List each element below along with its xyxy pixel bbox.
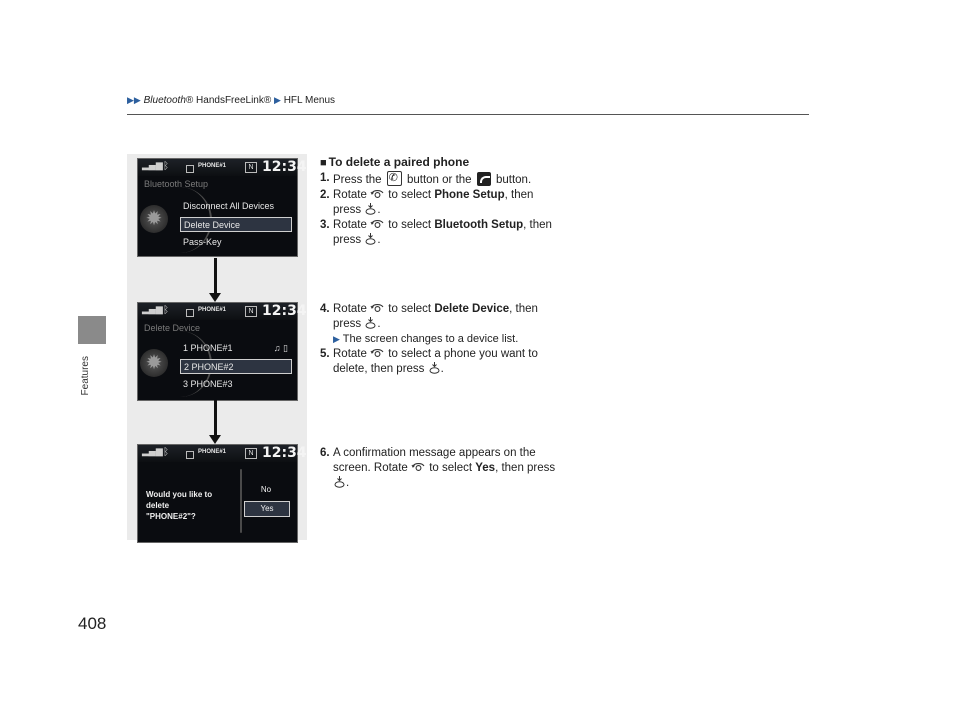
instructions-block-2 <box>320 302 538 377</box>
option-yes[interactable]: Yes <box>244 501 290 517</box>
rotate-dial-icon <box>411 461 426 473</box>
clock: 12:34 <box>262 303 307 319</box>
phone-label: PHONE#1 <box>198 449 227 455</box>
instructions-block-3 <box>320 446 555 491</box>
music-phone-icon: ♫ ▯ <box>273 343 288 353</box>
screen-delete-device <box>137 302 307 401</box>
breadcrumb-part-2: HFL Menus <box>283 95 336 106</box>
step-3: 3. Rotate to select Bluetooth Setup, then press . <box>320 219 552 246</box>
press-dial-icon <box>364 317 377 329</box>
press-dial-icon <box>333 476 346 488</box>
option-no[interactable]: No <box>260 485 272 494</box>
n-indicator: N <box>245 162 257 173</box>
signal-icon: ▂▄▆ <box>142 447 163 457</box>
device-list-item[interactable] <box>180 341 292 356</box>
step-5: 5. Rotate to select a phone you want to delete, then press . <box>320 348 538 375</box>
side-tab-label: Features <box>80 356 91 396</box>
phone-icon <box>186 451 194 459</box>
message-line: delete <box>146 501 170 510</box>
press-dial-icon <box>428 362 441 374</box>
bluetooth-icon: ᛒ <box>163 161 169 172</box>
page-number: 408 <box>78 614 107 633</box>
breadcrumb <box>127 95 335 106</box>
step-6: 6. A confirmation message appears on the screen. Rotate to select Yes, then press . <box>320 447 556 489</box>
bluetooth-icon: ᛒ <box>163 305 169 316</box>
rotate-dial-icon <box>370 347 385 359</box>
steering-talk-button-icon <box>477 172 491 186</box>
gear-icon: ✹ <box>140 205 168 233</box>
down-arrow-icon <box>214 258 217 296</box>
n-indicator: N <box>245 448 257 459</box>
breadcrumb-arrow-icon: ▶▶ <box>127 95 141 105</box>
menu-item-pass-key[interactable]: Pass-Key <box>183 237 222 247</box>
side-tab-marker <box>78 316 106 344</box>
rotate-dial-icon <box>370 218 385 230</box>
gear-icon: ✹ <box>140 349 168 377</box>
breadcrumb-part-1: Bluetooth <box>143 95 186 106</box>
screen-title: Bluetooth Setup <box>144 179 209 189</box>
header-rule <box>127 114 809 115</box>
step-4: 4. Rotate to select Delete Device, then press . <box>320 303 538 330</box>
phone-button-icon <box>387 171 402 186</box>
confirmation-message <box>146 489 212 522</box>
menu-item-disconnect-all[interactable]: Disconnect All Devices <box>183 201 275 211</box>
step-1: 1. Press the ✆ button or the button. <box>320 171 552 188</box>
section-heading: ■ To delete a paired phone <box>320 155 470 169</box>
n-indicator: N <box>245 306 257 317</box>
press-dial-icon <box>364 203 377 215</box>
clock: 12:34 <box>262 445 307 461</box>
screen-confirmation <box>137 444 307 543</box>
square-bullet-icon: ■ <box>320 157 327 169</box>
down-arrow-icon <box>214 400 217 438</box>
bluetooth-icon: ᛒ <box>163 447 169 458</box>
divider <box>240 469 242 533</box>
rotate-dial-icon <box>370 302 385 314</box>
device-list-item[interactable]: 3 PHONE#3 <box>183 379 233 389</box>
phone-label: PHONE#1 <box>198 307 227 313</box>
instructions-block-1 <box>320 155 552 248</box>
signal-icon: ▂▄▆ <box>142 305 163 315</box>
rotate-dial-icon <box>370 188 385 200</box>
message-line: "PHONE#2"? <box>146 512 196 521</box>
breadcrumb-arrow-icon: ▶ <box>274 95 281 105</box>
press-dial-icon <box>364 233 377 245</box>
screen-title: Delete Device <box>144 323 201 333</box>
device-list-item[interactable]: 2 PHONE#2 <box>180 359 292 374</box>
menu-item-delete-device[interactable]: Delete Device <box>180 217 292 232</box>
signal-icon: ▂▄▆ <box>142 161 163 171</box>
phone-icon <box>186 165 194 173</box>
message-line: Would you like to <box>146 490 213 499</box>
step-2: 2. Rotate to select Phone Setup, then press . <box>320 189 534 216</box>
phone-label: PHONE#1 <box>198 163 227 169</box>
step-4-result: ▶ The screen changes to a device list. <box>333 333 519 345</box>
screen-bluetooth-setup <box>137 158 307 257</box>
breadcrumb-part-1-suffix: ® HandsFreeLink® <box>185 95 272 106</box>
clock: 12:34 <box>262 159 307 175</box>
result-arrow-icon: ▶ <box>333 334 340 344</box>
device-label: 1 PHONE#1 <box>183 343 233 353</box>
phone-icon <box>186 309 194 317</box>
